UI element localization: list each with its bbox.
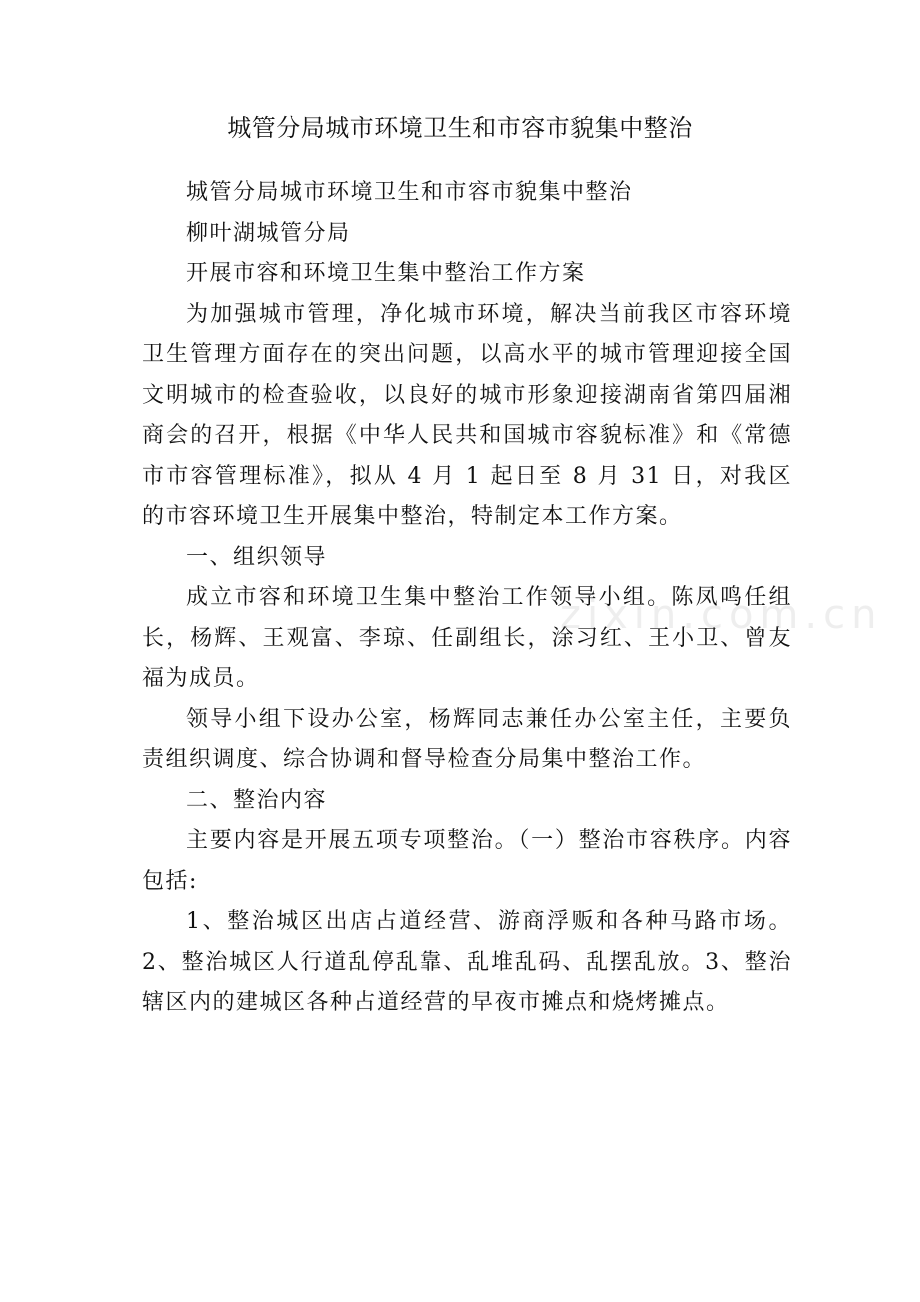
document-title: 城管分局城市环境卫生和市容市貌集中整治: [227, 114, 693, 142]
section-heading-organization: 一、组织领导: [186, 544, 328, 570]
paragraph-office: 领导小组下设办公室，杨辉同志兼任办公室主任，主要负责组织调度、综合协调和督导检查分局集中整治工作。: [142, 706, 792, 772]
paragraph-intro: 为加强城市管理，净化城市环境，解决当前我区市容环境卫生管理方面存在的突出问题，以高水平的城市管理迎接全国文明城市的检查验收，以良好的城市形象迎接湖南省第四届湘商会的召开，根据《中华人民共和国城市容貌标准》和《常德市市容管理标准》，拟从 4 月 1 起日至 8 月 31 日，对我区的市容环境卫生开展集中整治，特制定本工作方案。: [142, 301, 792, 529]
paragraph-issuer: 柳叶湖城管分局: [186, 220, 351, 246]
paragraph-items: 1、整治城区出店占道经营、游商浮贩和各种马路市场。2、整治城区人行道乱停乱靠、乱堆乱码、乱摆乱放。3、整治辖区内的建城区各种占道经营的早夜市摊点和烧烤摊点。: [142, 909, 792, 1015]
document-body: [142, 173, 792, 1024]
paragraph-plan-title: 开展市容和环境卫生集中整治工作方案: [186, 261, 586, 286]
paragraph-main-content: 主要内容是开展五项专项整治。（一）整治市容秩序。内容包括:: [142, 828, 792, 894]
paragraph-leadership-group: 成立市容和环境卫生集中整治工作领导小组。陈凤鸣任组长，杨辉、王观富、李琼、任副组长，涂习红、王小卫、曾友福为成员。: [142, 585, 792, 691]
paragraph-subtitle: 城管分局城市环境卫生和市容市貌集中整治: [186, 180, 633, 205]
watermark: zixin.com.cn: [560, 592, 883, 638]
section-heading-content: 二、整治内容: [186, 787, 328, 813]
